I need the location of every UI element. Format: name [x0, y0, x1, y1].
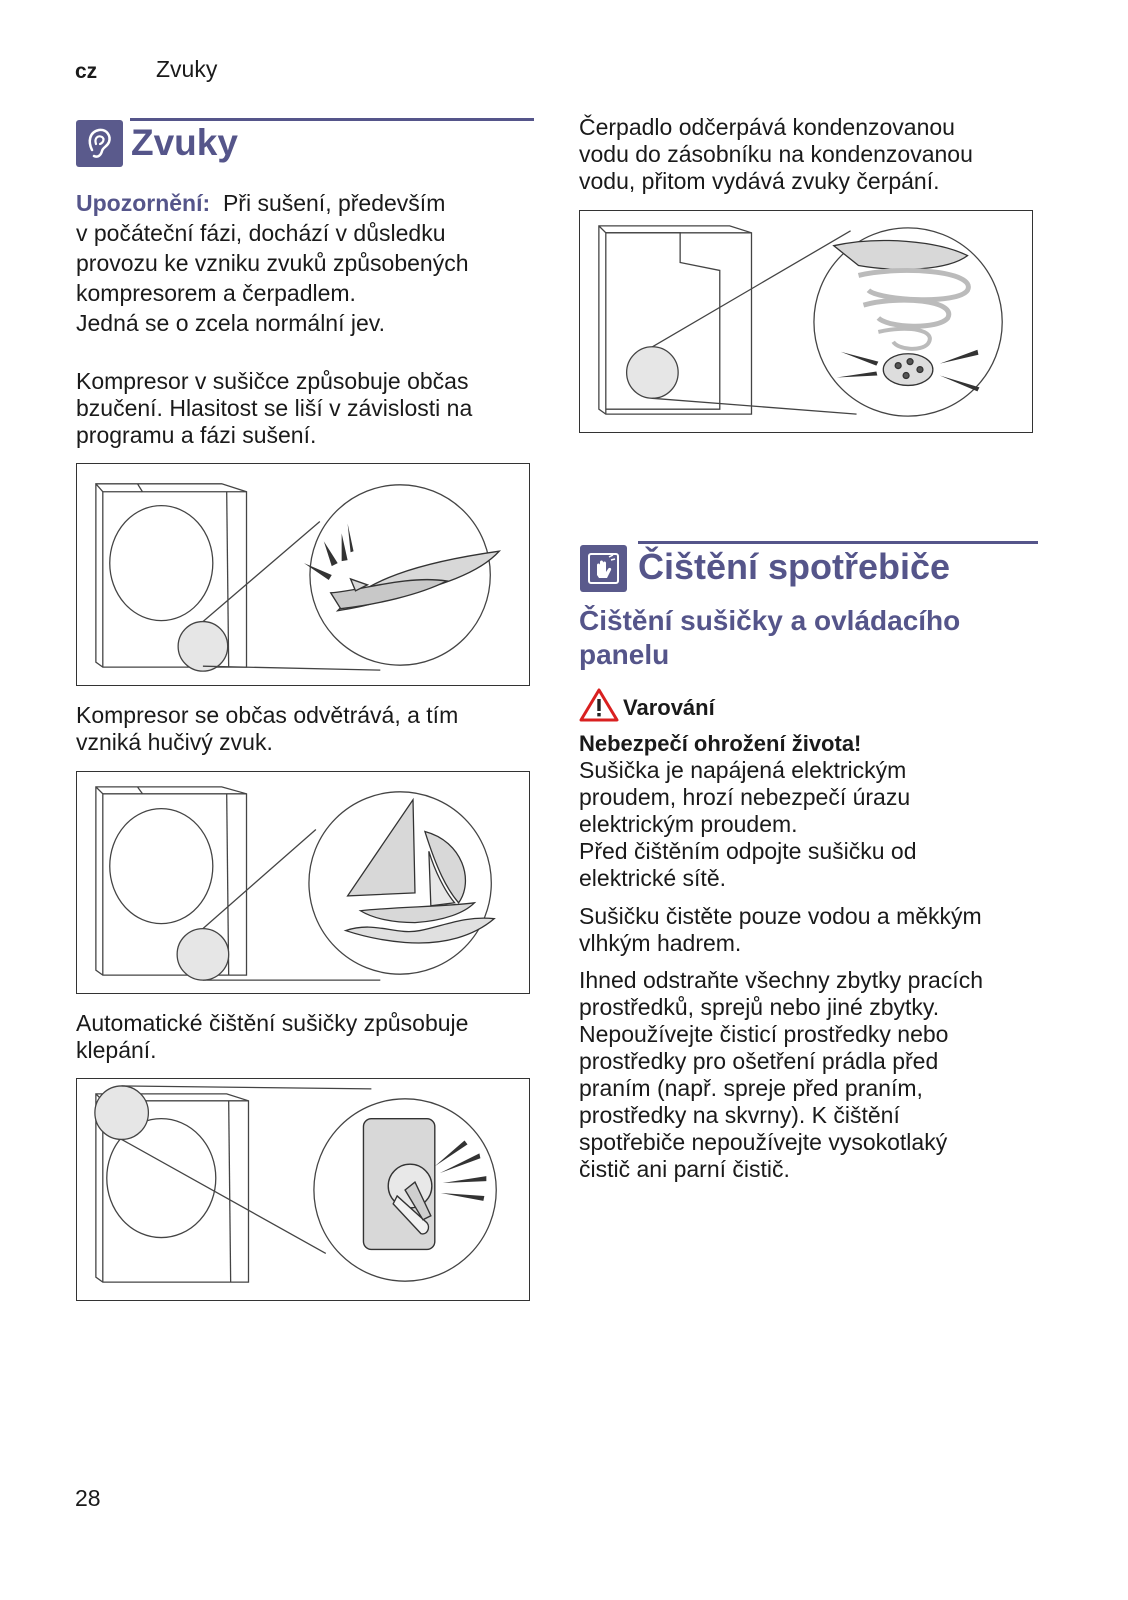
compressor-vent-paragraph — [76, 702, 546, 756]
text-line: praním (např. spreje před praním, — [579, 1075, 923, 1101]
text-line: Kompresor v sušičce způsobuje občas — [76, 368, 469, 394]
text-line: Ihned odstraňte všechny zbytky pracích — [579, 967, 983, 993]
text-line: proudem, hrozí nebezpečí úrazu — [579, 784, 911, 810]
text-line: spotřebiče nepoužívejte vysokotlaký — [579, 1129, 948, 1155]
text-line: prostředků, sprejů nebo jiné zbytky. — [579, 994, 940, 1020]
heading-rule — [130, 118, 534, 121]
figure-compressor-buzz — [76, 463, 530, 686]
subheading-line: panelu — [579, 639, 670, 670]
text-line: Sušičku čistěte pouze vodou a měkkým — [579, 903, 982, 929]
notice-label: Upozornění: — [76, 190, 211, 216]
warning-triangle-icon — [579, 688, 619, 727]
text-line: Nepoužívejte čisticí prostředky nebo — [579, 1021, 949, 1047]
notice-line: Jedná se o zcela normální jev. — [76, 310, 385, 336]
language-code: cz — [75, 60, 98, 83]
page-number: 28 — [75, 1485, 101, 1511]
running-header: Zvuky — [156, 56, 218, 82]
text-line: Kompresor se občas odvětrává, a tím — [76, 702, 459, 728]
notice-paragraph — [76, 190, 546, 337]
figure-compressor-venting — [76, 771, 530, 994]
heading-rule — [638, 541, 1038, 544]
detergent-warning-paragraph — [579, 967, 1059, 1183]
text-line: klepání. — [76, 1037, 157, 1063]
figure-self-cleaning-knock — [76, 1078, 530, 1301]
figure-pump — [579, 210, 1033, 433]
text-line: Před čištěním odpojte sušičku od — [579, 838, 917, 864]
danger-title: Nebezpečí ohrožení života! — [579, 731, 862, 756]
text-line: elektrickým proudem. — [579, 811, 798, 837]
cleaning-instructions-paragraph — [579, 903, 1059, 957]
text-line: Čerpadlo odčerpává kondenzovanou — [579, 114, 955, 140]
text-line: Automatické čištění sušičky způsobuje — [76, 1010, 469, 1036]
text-line: Sušička je napájená elektrickým — [579, 757, 907, 783]
pump-paragraph — [579, 114, 1049, 195]
text-line: vodu do zásobníku na kondenzovanou — [579, 141, 973, 167]
text-line: programu a fázi sušení. — [76, 422, 317, 448]
subheading-line: Čištění sušičky a ovládacího — [579, 605, 961, 636]
text-line: vlhkým hadrem. — [579, 930, 742, 956]
notice-line: provozu ke vzniku zvuků způsobených — [76, 250, 469, 276]
compressor-hum-paragraph — [76, 368, 546, 449]
text-line: čistič ani parní čistič. — [579, 1156, 790, 1182]
warning-block — [579, 688, 1059, 892]
section-heading-cleaning: Čištění spotřebiče — [638, 546, 951, 587]
text-line: vodu, přitom vydává zvuky čerpání. — [579, 168, 940, 194]
cleaning-hand-icon — [580, 545, 627, 592]
section-heading-sounds: Zvuky — [131, 122, 238, 163]
text-line: prostředky pro ošetření prádla před — [579, 1048, 939, 1074]
text-line: bzučení. Hlasitost se liší v závislosti na — [76, 395, 473, 421]
text-line: prostředky na skvrny). K čištění — [579, 1102, 900, 1128]
notice-line: v počáteční fázi, dochází v důsledku — [76, 220, 446, 246]
notice-line: kompresorem a čerpadlem. — [76, 280, 356, 306]
ear-icon — [76, 120, 123, 167]
notice-line: Při sušení, především — [222, 190, 446, 216]
text-line: elektrické sítě. — [579, 865, 726, 891]
subheading-cleaning-dryer — [579, 604, 1049, 672]
warning-label: Varování — [623, 694, 715, 720]
text-line: vzniká hučivý zvuk. — [76, 729, 273, 755]
knocking-paragraph — [76, 1010, 546, 1064]
